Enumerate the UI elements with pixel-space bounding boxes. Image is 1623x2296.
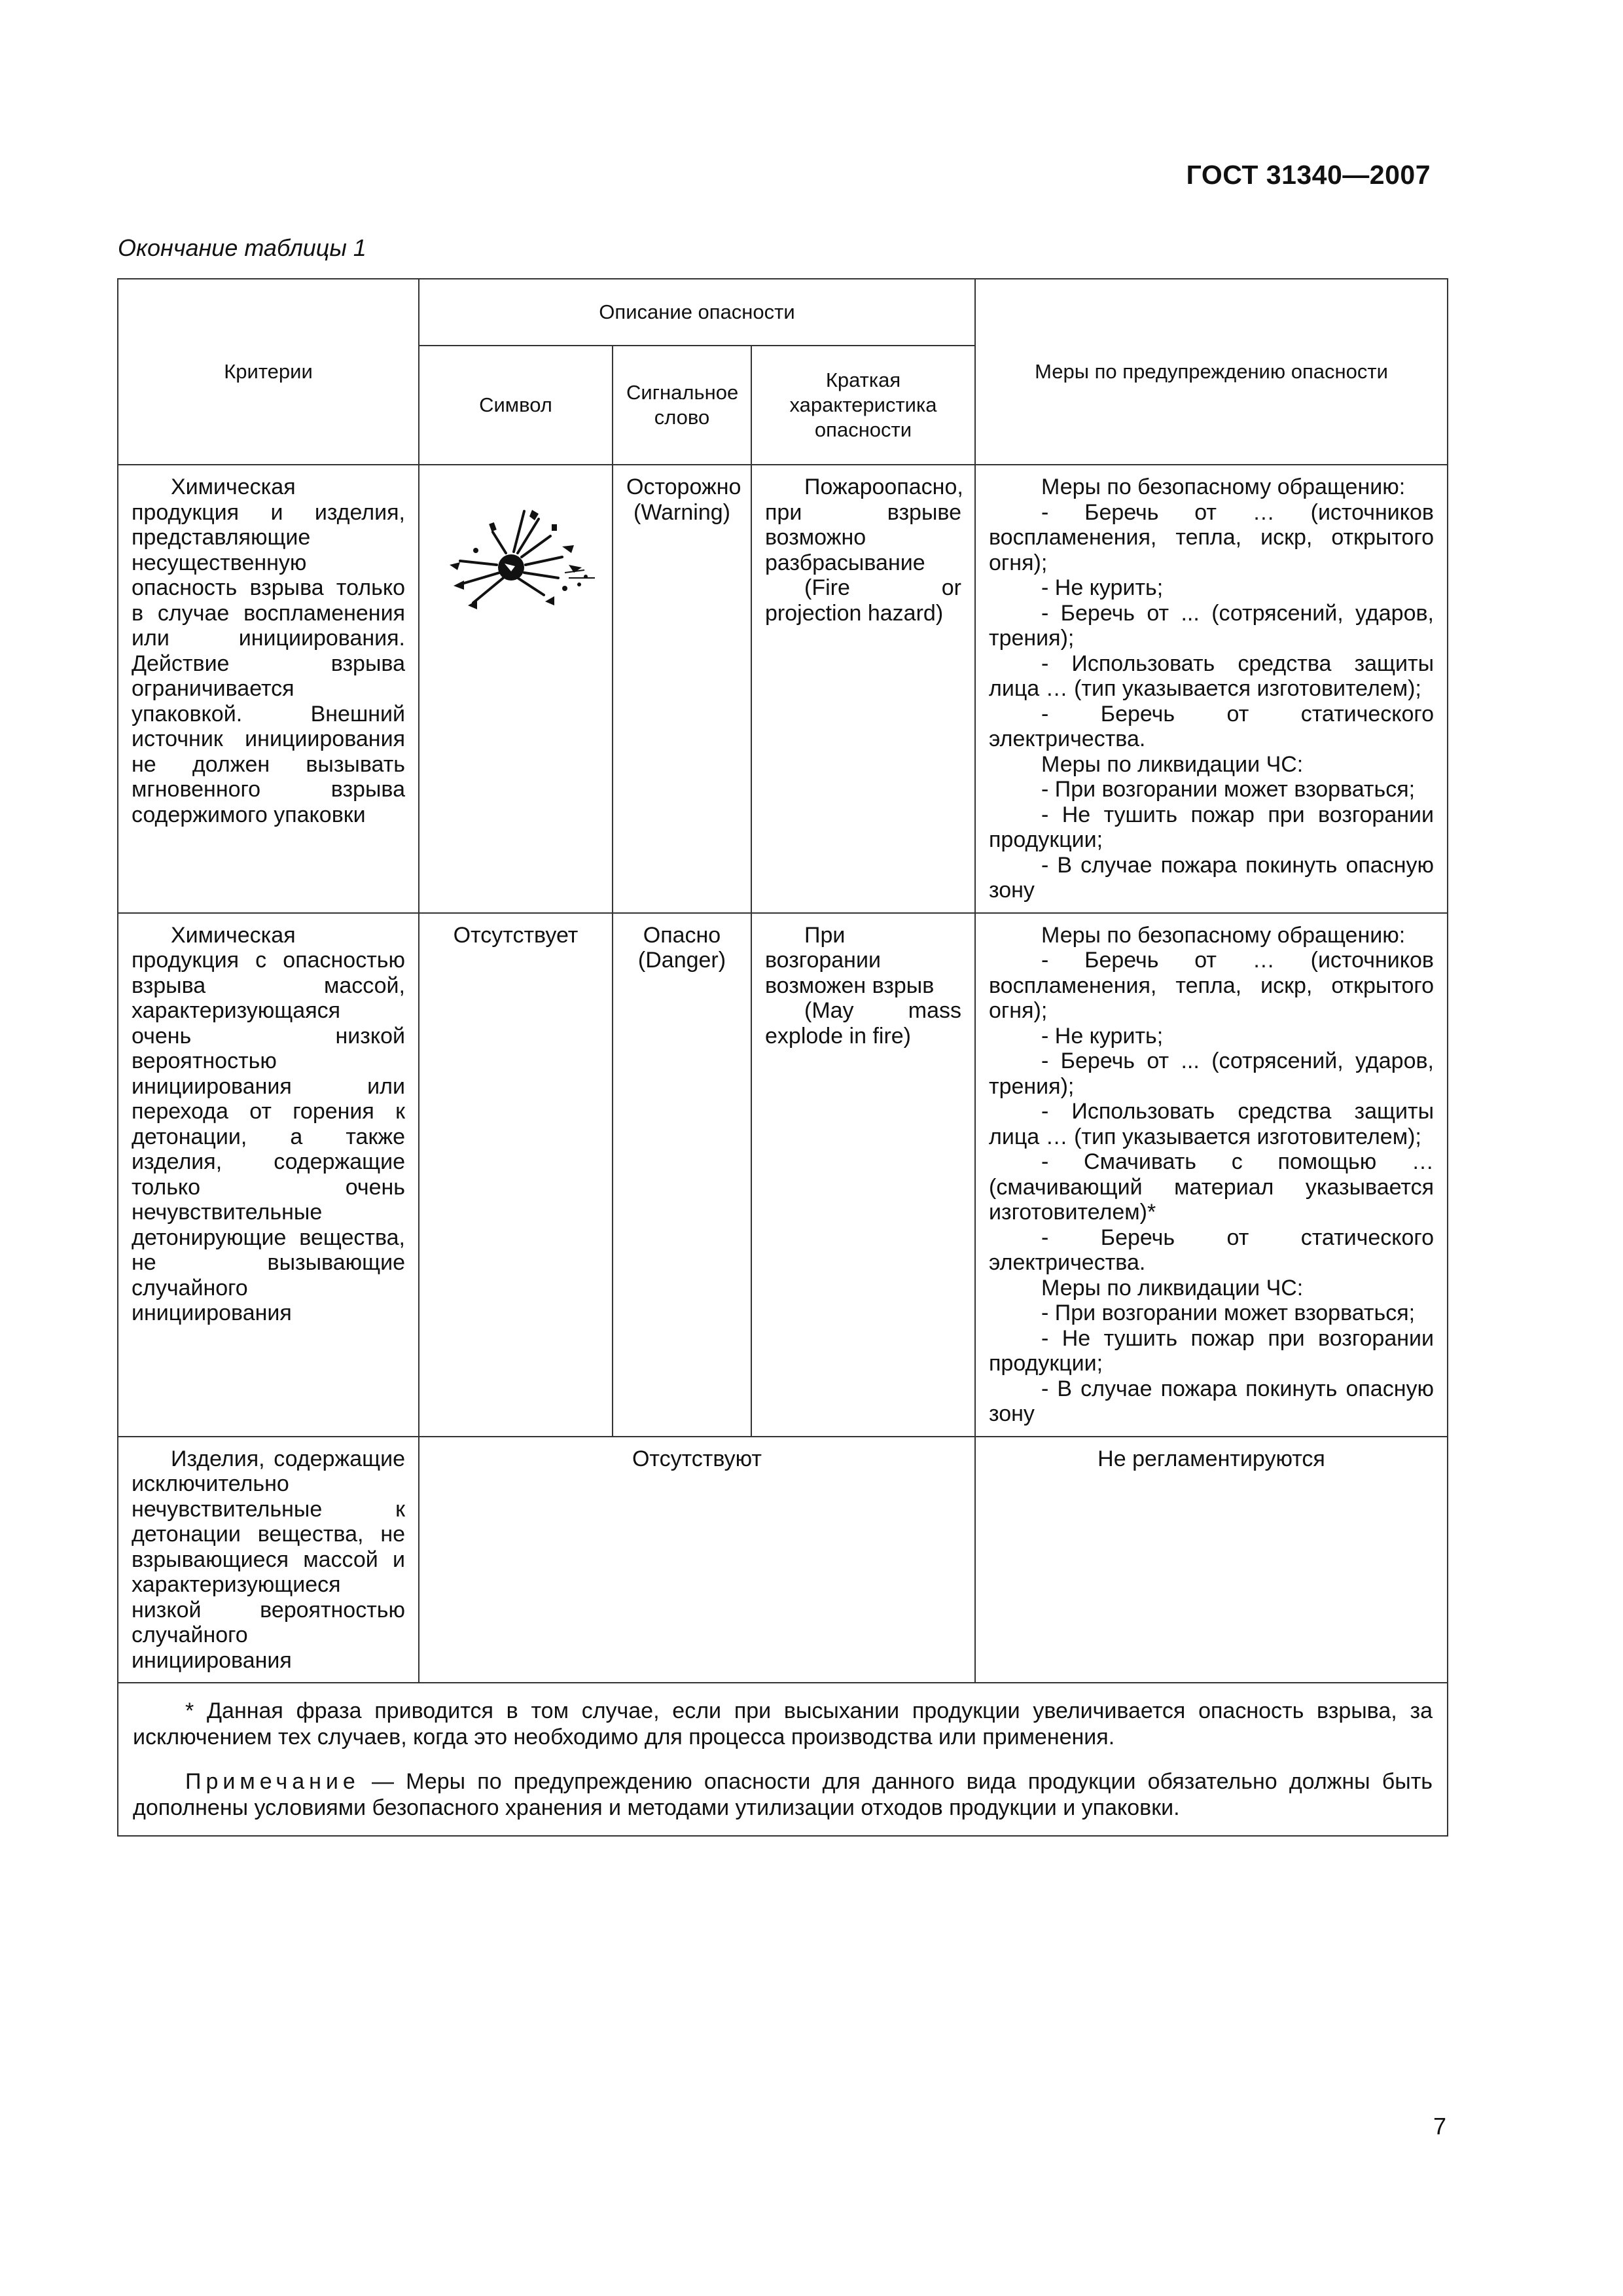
measures-line: - Беречь от … (источников воспламенения, тепла, искр, открытого огня); [989, 948, 1434, 1023]
measures-line: - Беречь от … (источников воспламенения, тепла, искр, открытого огня); [989, 499, 1434, 575]
measures-line: Меры по безопасному обращению: [1041, 475, 1406, 499]
measures-line: - При возгорании может взорваться; [1041, 1300, 1416, 1325]
characteristic-cell [751, 913, 975, 1437]
measures-line: - Беречь от ... (сотрясений, ударов, трения); [989, 600, 1434, 651]
criteria-cell: Химическая продукция с опасностью взрыва массой, характеризующаяся очень низкой вероятностью инициирования или перехода от горения к детонации, а также изделия, содержащие только очень нечувствительные детонирующие вещества, не вызывающие случайного инициирования [118, 913, 419, 1437]
characteristic-text-en: (May mass explode in fire) [765, 998, 961, 1049]
table-caption: Окончание таблицы 1 [118, 234, 366, 261]
table-header-row [118, 279, 1448, 346]
note-label: Примечание [185, 1769, 360, 1794]
measures-line: - Не тушить пожар при возгорании продукции; [989, 802, 1434, 852]
measures-line: - В случае пожара покинуть опасную зону [989, 1376, 1434, 1426]
measures-line: - При возгорании может взорваться; [1041, 777, 1416, 802]
criteria-cell: Химическая продукция и изделия, представляющие несущественную опасность взрыва только в случае воспламенения или инициирования. Действие взрыва ограничивается упаковкой. Внешний источник инициирования не должен вызывать мгновенного взрыва содержимого упаковки [118, 465, 419, 913]
header-symbol: Символ [419, 346, 613, 465]
measures-line: - Использовать средства защиты лица … (тип указывается изготовителем); [989, 1099, 1434, 1149]
header-short-characteristic: Краткая характеристика опасности [751, 346, 975, 465]
measures-line: - Беречь от статического электричества. [989, 1225, 1434, 1275]
note-text: — Меры по предупреждению опасности для данного вида продукции обязательно должны быть дополнены условиями безопасного хранения и методами утилизации отходов продукции и упаковки. [133, 1769, 1433, 1820]
measures-cell [975, 465, 1448, 913]
symbol-cell: Отсутствует [419, 913, 613, 1437]
header-hazard-description: Описание опасности [419, 279, 975, 346]
measures-line: - Беречь от ... (сотрясений, ударов, трения); [989, 1049, 1434, 1099]
measures-cell: Не регламентируются [975, 1437, 1448, 1683]
table-footnote-cell [118, 1683, 1448, 1836]
measures-line: - Не курить; [1041, 1023, 1164, 1049]
measures-line: - Смачивать с помощью … (смачивающий материал указывается изготовителем)* [989, 1149, 1434, 1225]
characteristic-text-en: (Fire or projection hazard) [765, 575, 961, 626]
table-row [118, 913, 1448, 1437]
header-measures: Меры по предупреждению опасности [975, 279, 1448, 465]
characteristic-text: Пожароопасно, при взрыве возможно разбрасывание [765, 475, 963, 575]
measures-line: Меры по безопасному обращению: [1041, 922, 1406, 948]
table-row [118, 1437, 1448, 1683]
symbol-cell [419, 465, 613, 913]
document-standard-header: ГОСТ 31340—2007 [1186, 160, 1431, 190]
page-number: 7 [1433, 2113, 1446, 2140]
measures-line: - В случае пожара покинуть опасную зону [989, 852, 1434, 903]
hazard-table [117, 278, 1448, 1837]
exploding-bomb-icon [434, 505, 597, 616]
measures-line: - Не тушить пожар при возгорании продукции; [989, 1325, 1434, 1376]
footnote: * Данная фраза приводится в том случае, если при высыхании продукции увеличивается опасность взрыва, за исключением тех случаев, когда это необходимо для процесса производства или применения. [133, 1698, 1433, 1749]
table-row [118, 465, 1448, 913]
measures-line: - Не курить; [1041, 575, 1164, 600]
signal-word-cell: Осторожно (Warning) [613, 465, 751, 913]
description-cell: Отсутствуют [419, 1437, 975, 1683]
criteria-cell: Изделия, содержащие исключительно нечувствительные к детонации вещества, не взрывающиеся массой и характеризующиеся низкой вероятностью случайного инициирования [118, 1437, 419, 1683]
characteristic-text: При возгорании возможен взрыв [765, 922, 935, 998]
measures-line: Меры по ликвидации ЧС: [1041, 751, 1304, 777]
measures-cell [975, 913, 1448, 1437]
note [133, 1768, 1433, 1821]
table-footer-row [118, 1683, 1448, 1836]
measures-line: - Беречь от статического электричества. [989, 701, 1434, 751]
header-criteria: Критерии [118, 279, 419, 465]
header-signal-word: Сигнальное слово [613, 346, 751, 465]
characteristic-cell [751, 465, 975, 913]
measures-line: - Использовать средства защиты лица … (тип указывается изготовителем); [989, 651, 1434, 701]
measures-line: Меры по ликвидации ЧС: [1041, 1275, 1304, 1300]
signal-word-cell: Опасно (Danger) [613, 913, 751, 1437]
